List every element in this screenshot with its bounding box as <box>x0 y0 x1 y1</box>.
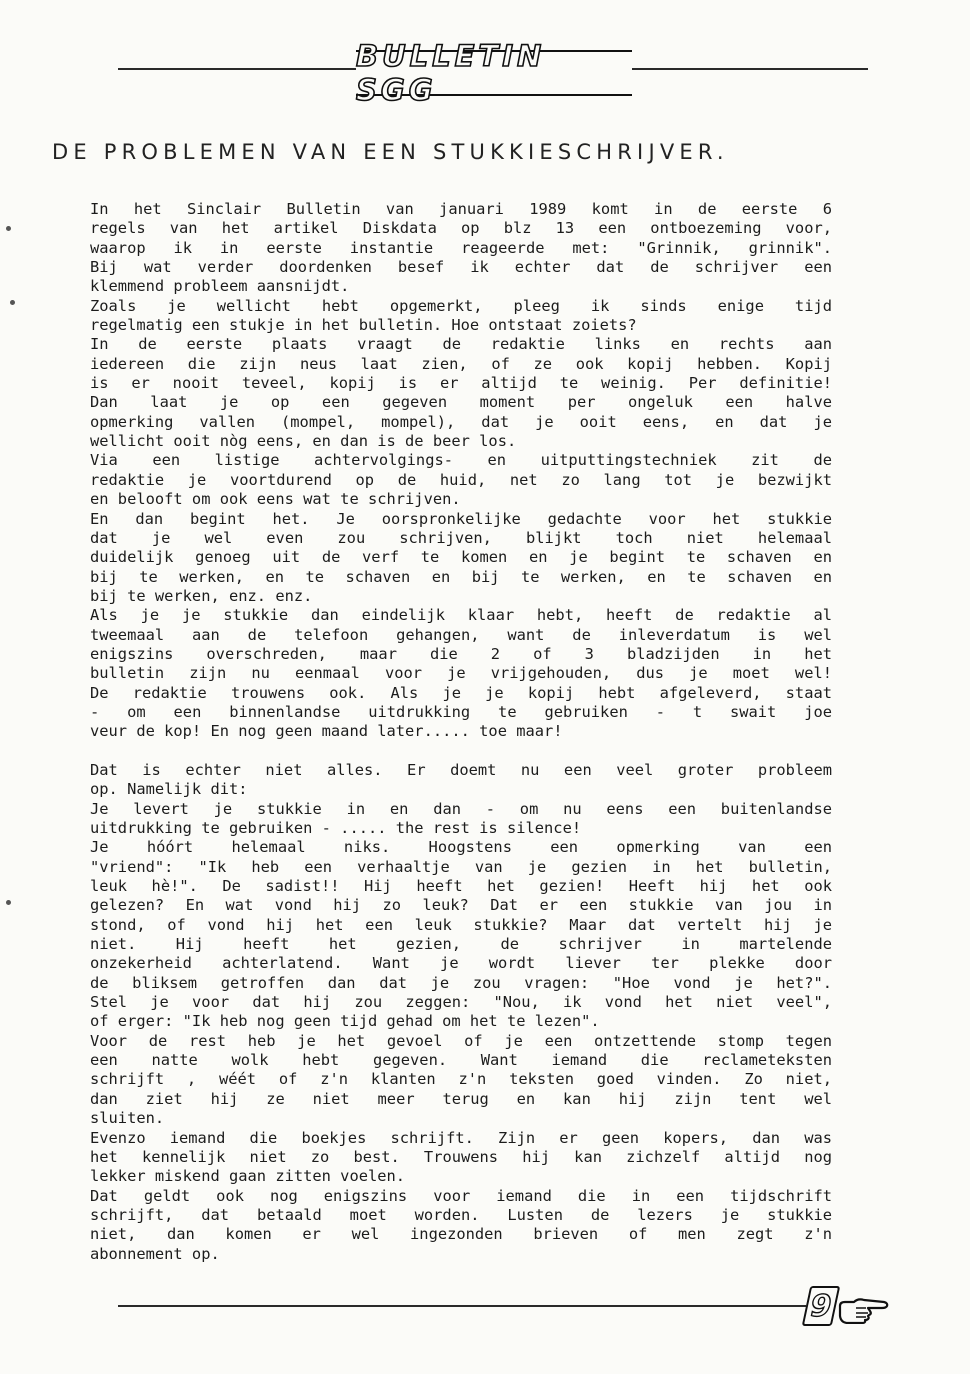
text-line: schrijft, dat betaald moet worden. Lusten de lezers je stukkie <box>90 1205 832 1224</box>
text-line: een natte wolk hebt gegeven. Want iemand die reclameteksten <box>90 1051 832 1070</box>
text-line: abonnement op. <box>90 1244 220 1263</box>
page-number: 9 <box>802 1286 841 1326</box>
margin-mark <box>10 300 15 305</box>
paragraph <box>90 761 832 1264</box>
text-line: op. Namelijk dit: <box>90 780 248 799</box>
article-body <box>90 200 832 1264</box>
text-line: dan ziet hij ze niet meer terug en kan hij zijn tent wel <box>90 1089 832 1108</box>
text-line: sluiten. <box>90 1109 165 1128</box>
text-line: wellicht ooit nòg eens, en dan is de beer los. <box>90 432 517 451</box>
text-line: In het Sinclair Bulletin van januari 1989 komt in de eerste 6 <box>90 200 832 218</box>
text-line: Bij wat verder doordenken besef ik echter dat de schrijver een <box>90 258 832 277</box>
text-line: het kennelijk niet zo best. Trouwens hij kan zichzelf altijd nog <box>90 1147 832 1166</box>
text-line: Zoals je wellicht hebt opgemerkt, pleeg ik sinds enige tijd <box>90 296 832 315</box>
text-line: opmerking vallen (mompel, mompel), dat je ooit eens, en dat je <box>90 412 832 431</box>
text-line: tweemaal aan de telefoon gehangen, want de inleverdatum is wel <box>90 625 832 644</box>
text-line: Dan laat je op een gegeven moment per ongeluk een halve <box>90 393 832 412</box>
text-line: De redaktie trouwens ook. Als je je kopij hebt afgeleverd, staat <box>90 683 832 702</box>
text-line: niet, dan komen er wel ingezonden brieven of men zegt z'n <box>90 1225 832 1244</box>
text-line: iedereen die zijn neus laat zien, of ze ook kopij hebben. Kopij <box>90 354 832 373</box>
text-line: onzekerheid achterlatend. Want je wordt liever ter plekke door <box>90 954 832 973</box>
text-line: gelezen? En wat vond hij zo leuk? Dat er een stukkie van jou in <box>90 896 832 915</box>
text-line: Evenzo iemand die boekjes schrijft. Zijn er geen kopers, dan was <box>90 1128 832 1147</box>
text-line: of erger: "Ik heb nog geen tijd gehad om het te lezen". <box>90 1012 600 1031</box>
paragraph-gap <box>90 742 832 761</box>
text-line: stond, of vond hij het een leuk stukkie? Maar dat vertelt hij je <box>90 915 832 934</box>
text-line: bij te werken, enz. enz. <box>90 586 313 605</box>
text-line: Als je je stukkie dan eindelijk klaar hebt, heeft de redaktie al <box>90 606 832 625</box>
masthead-title: BULLETIN SGG <box>356 39 546 107</box>
article-headline: DE PROBLEMEN VAN EEN STUKKIESCHRIJVER. <box>52 140 729 164</box>
text-line: Via een listige achtervolgings- en uitputtingstechniek zit de <box>90 451 832 470</box>
text-line: Dat is echter niet alles. Er doemt nu een veel groter probleem <box>90 760 832 779</box>
text-line: Je hóórt helemaal niks. Hoogstens een opmerking van een <box>90 838 832 857</box>
text-line: regels van het artikel Diskdata op blz 13 een ontboezeming voor, <box>90 219 832 238</box>
margin-mark <box>6 900 11 905</box>
text-line: en belooft om ook eens wat te schrijven. <box>90 490 461 509</box>
text-line: uitdrukking te gebruiken - ..... the rest is silence! <box>90 819 582 837</box>
top-rule-right <box>632 68 868 70</box>
paragraph <box>90 200 832 742</box>
text-line: lekker miskend gaan zitten voelen. <box>90 1167 406 1186</box>
text-line: schrijft , wéét of z'n klanten z'n teksten goed vinden. Zo niet, <box>90 1070 832 1089</box>
text-line: Je levert je stukkie in en dan - om nu eens een buitenlandse <box>90 799 832 818</box>
text-line: regelmatig een stukje in het bulletin. Hoe ontstaat zoiets? <box>90 316 637 335</box>
text-line: En dan begint het. Je oorspronkelijke gedachte voor het stukkie <box>90 509 832 528</box>
text-line: - om een binnenlandse uitdrukking te gebruiken - t swait joe <box>90 702 832 721</box>
text-line: Dat geldt ook nog enigszins voor iemand die in een tijdschrift <box>90 1186 832 1205</box>
text-line: Stel je voor dat hij zou zeggen: "Nou, ik vond het niet veel", <box>90 993 832 1012</box>
margin-mark <box>6 226 11 231</box>
text-line: niet. Hij heeft het gezien, de schrijver in martelende <box>90 935 832 954</box>
top-rule-left <box>118 68 356 70</box>
text-line: is er nooit teveel, kopij is er altijd te weinig. Per definitie! <box>90 374 832 393</box>
bottom-rule <box>118 1305 806 1307</box>
masthead-logo <box>356 39 632 107</box>
text-line: de bliksem getroffen dan dat je zou vragen: "Hoe vond je het?". <box>90 973 832 992</box>
text-line: bij te werken, en te schaven en bij te werken, en te schaven en <box>90 567 832 586</box>
text-line: enigszins overschreden, maar die 2 of 3 bladzijden in het <box>90 644 832 663</box>
text-line: leuk hè!". De sadist!! Hij heeft het gezien! Heeft hij het ook <box>90 877 832 896</box>
text-line: Voor de rest heb je het gevoel of je een ontzettende stomp tegen <box>90 1031 832 1050</box>
text-line: veur de kop! En nog geen maand later..... toe maar! <box>90 722 563 741</box>
text-line: dat je wel even zou schrijven, blijkt toch niet helemaal <box>90 528 832 547</box>
text-line: waarop ik in eerste instantie reageerde met: "Grinnik, grinnik". <box>90 238 832 257</box>
text-line: "vriend": "Ik heb een verhaaltje van je gezien in het bulletin, <box>90 857 832 876</box>
text-line: redaktie je voortdurend op de huid, net zo lang tot je bezwijkt <box>90 470 832 489</box>
text-line: In de eerste plaats vraagt de redaktie links en rechts aan <box>90 335 832 354</box>
pointing-hand-icon <box>838 1296 890 1324</box>
text-line: duidelijk genoeg uit de verf te komen en je begint te schaven en <box>90 548 832 567</box>
text-line: klemmend probleem aansnijdt. <box>90 277 350 296</box>
text-line: bulletin zijn nu eenmaal voor je vrijgehouden, dus je moet wel! <box>90 664 832 683</box>
